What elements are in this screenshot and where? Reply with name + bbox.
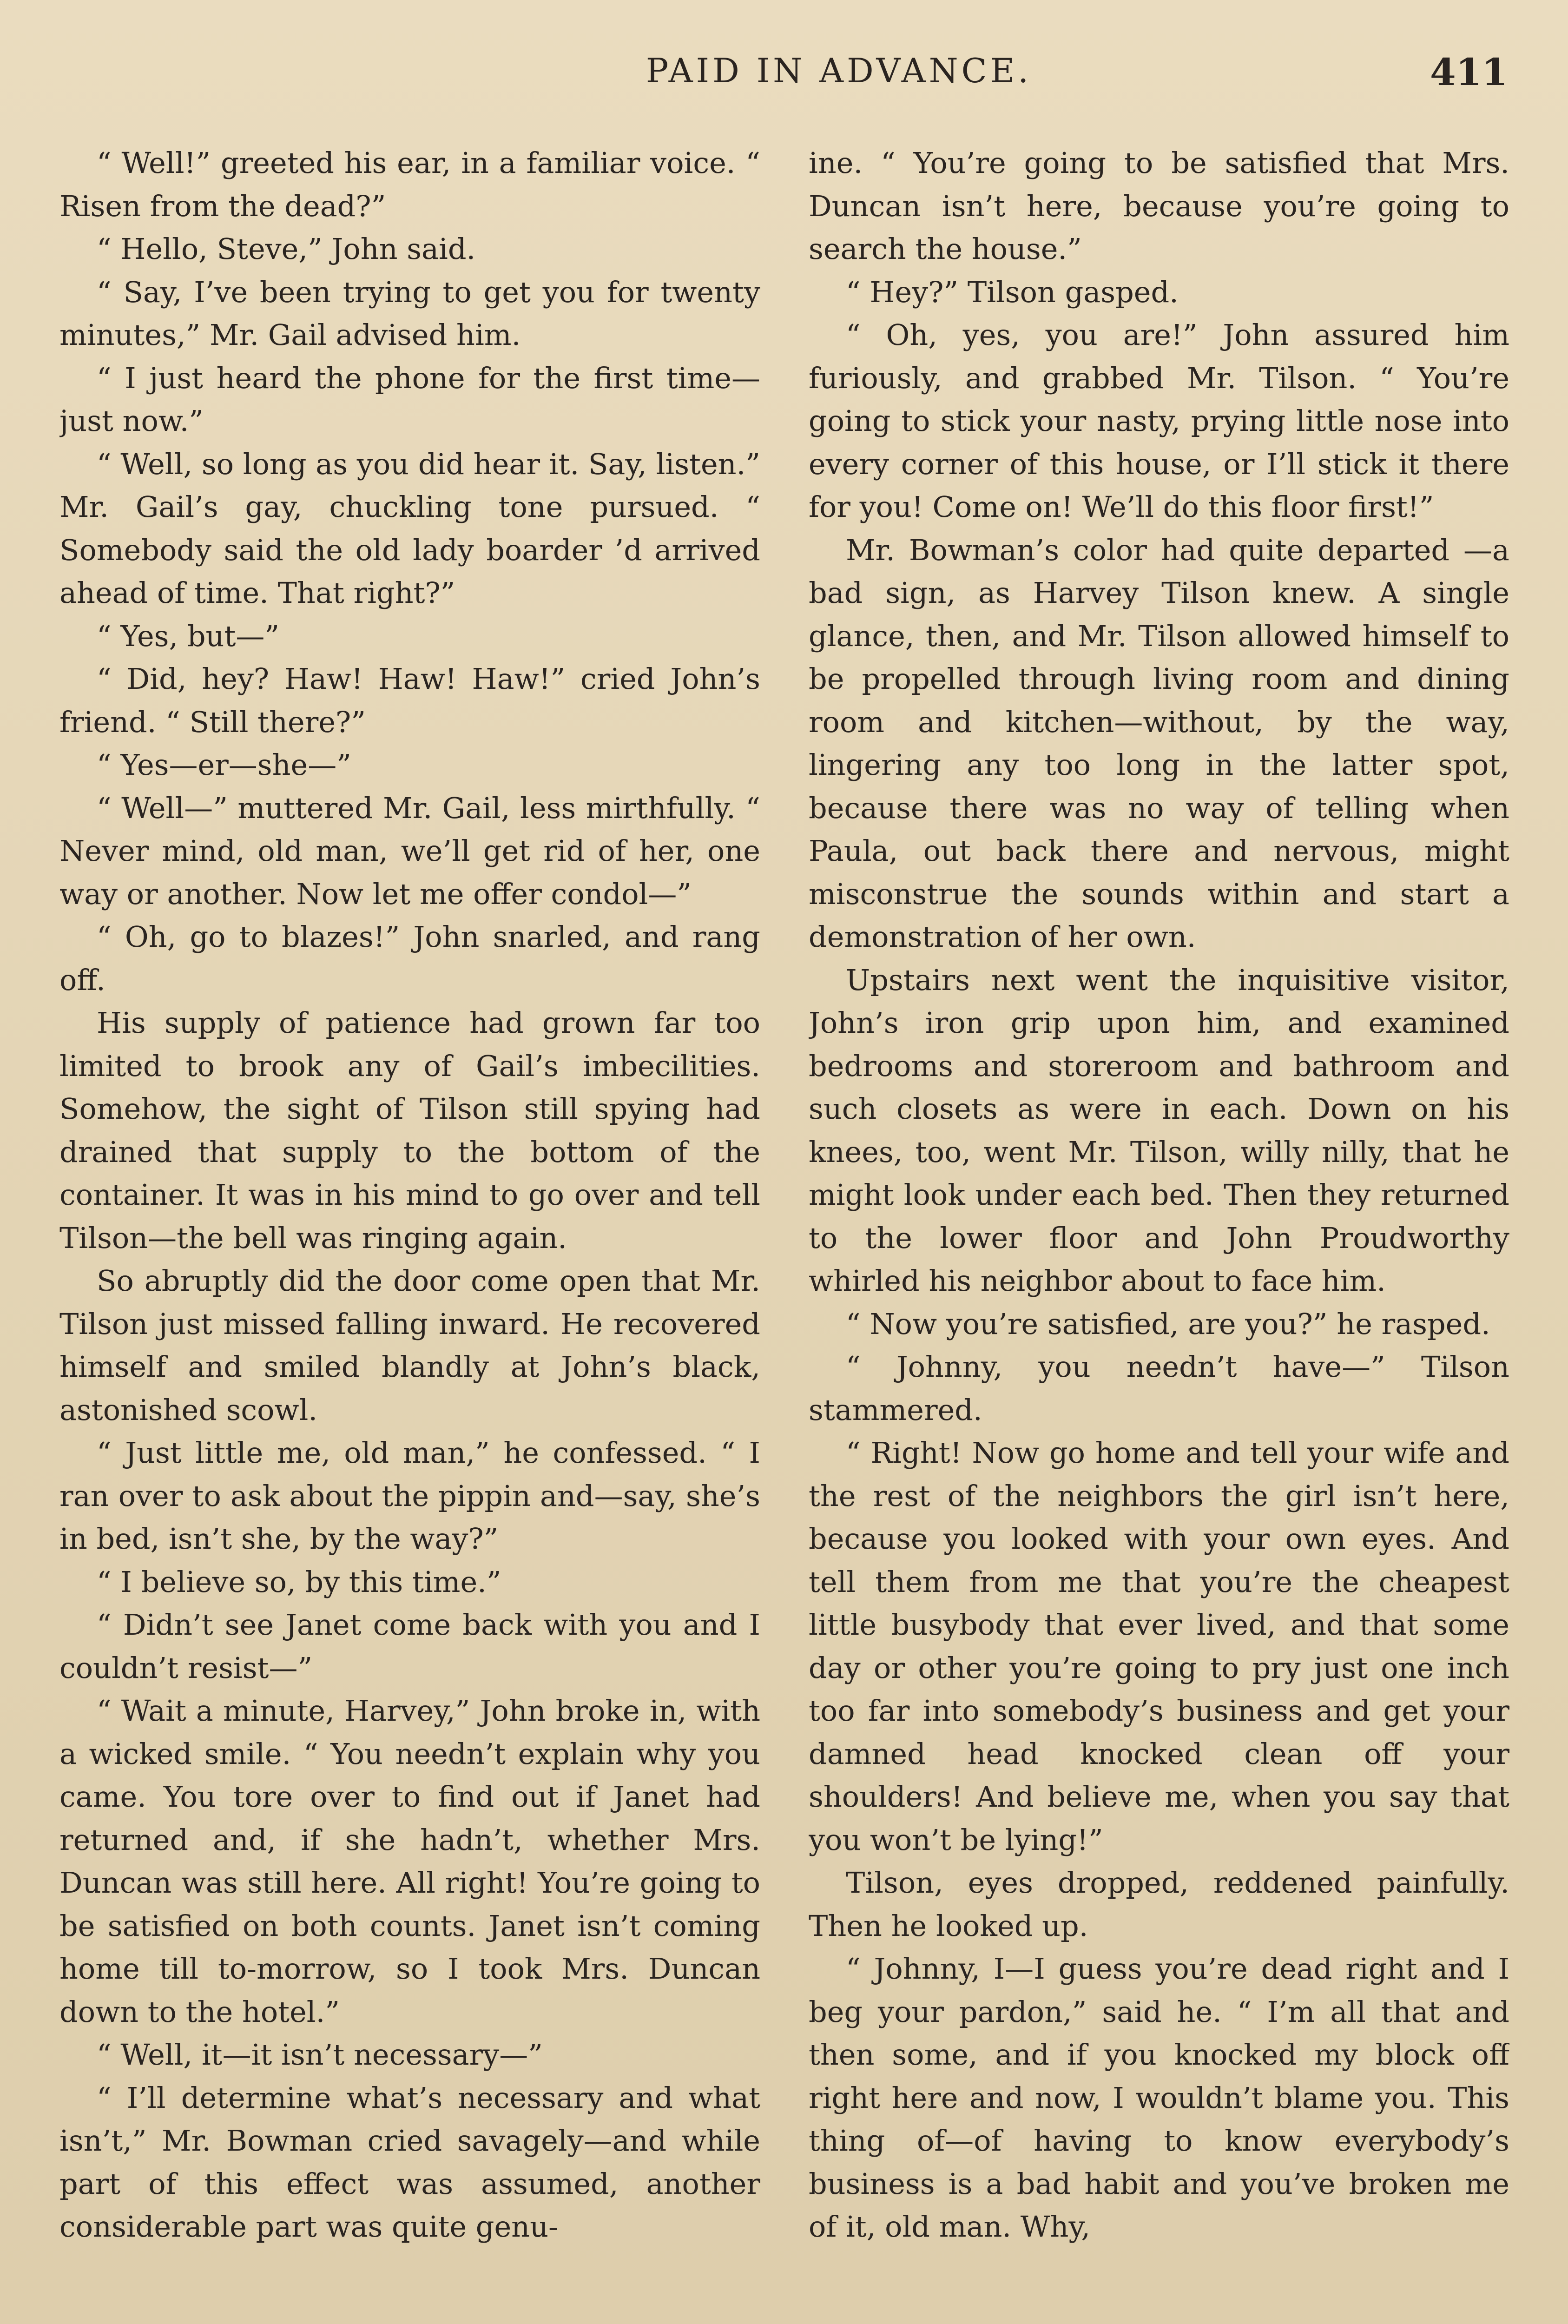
paragraph: “ Now you’re satisfied, are you?” he rasped. [846,1307,1490,1341]
right-column [809,142,1509,2324]
paragraph: “ Just little me, old man,” he confessed. “ I ran over to ask about the pippin and—say, she’s in bed, isn’t she, by the way?” [59,1436,760,1556]
running-head: PAID IN ADVANCE. [646,51,1032,90]
paragraph: “ Say, I’ve been trying to get you for twenty minutes,” Mr. Gail advised him. [59,275,760,352]
page-number: 411 [1430,50,1508,94]
paragraph: “ Yes, but—” [97,619,280,653]
paragraph: “ Didn’t see Janet come back with you and I couldn’t resist—” [59,1608,760,1685]
paragraph: “ Well—” muttered Mr. Gail, less mirthfully. “ Never mind, old man, we’ll get rid of her, one way or another. Now let me offer condol—” [59,791,760,911]
paragraph: “ Well!” greeted his ear, in a familiar voice. “ Risen from the dead?” [59,146,760,223]
paragraph: “ Hello, Steve,” John said. [97,232,476,266]
paragraph: “ I just heard the phone for the first time—just now.” [59,361,760,438]
paragraph: “ Oh, go to blazes!” John snarled, and rang off. [59,920,760,997]
paragraph: “ Yes—er—she—” [97,748,351,782]
text-columns [59,142,1509,2324]
paragraph: “ Johnny, you needn’t have—” Tilson stammered. [809,1350,1509,1427]
paragraph: His supply of patience had grown far too limited to brook any of Gail’s imbecilities. Somehow, the sight of Tilson still spying had drained that supply to the bottom of the container. It was in his mind to go over and tell Tilson—the bell was ringing again. [59,1006,760,1255]
paragraph: So abruptly did the door come open that Mr. Tilson just missed falling inward. He recovered himself and smiled blandly at John’s black, astonished scowl. [59,1264,760,1427]
paragraph: “ Well, it—it isn’t necessary—” [97,2038,543,2072]
paragraph: Upstairs next went the inquisitive visitor, John’s iron grip upon him, and examined bedrooms and storeroom and bathroom and such closets as were in each. Down on his knees, too, went Mr. Tilson, willy nilly, that he might look under each bed. Then they returned to the lower floor and John Proudworthy whirled his neighbor about to face him. [809,963,1509,1298]
paragraph: “ I’ll determine what’s necessary and what isn’t,” Mr. Bowman cried savagely—and while part of this effect was assumed, another considerable part was quite genu- [59,2080,760,2244]
paragraph: “ I believe so, by this time.” [97,1565,501,1599]
paragraph-continued: ine. “ You’re going to be satisfied that Mrs. Duncan isn’t here, because you’re going to search the house.” [809,146,1509,266]
paragraph: “ Right! Now go home and tell your wife and the rest of the neighbors the girl isn’t here, because you looked with your own eyes. And tell them from me that you’re the cheapest little busybody that ever lived, and that some day or other you’re going to pry just one inch too far into somebody’s business and get your damned head knocked clean off your shoulders! And believe me, when you say that you won’t be lying!” [809,1436,1509,1857]
paragraph: Mr. Bowman’s color had quite departed —a bad sign, as Harvey Tilson knew. A single glance, then, and Mr. Tilson allowed himself to be propelled through living room and dining room and kitchen—without, by the way, lingering any too long in the latter spot, because there was no way of telling when Paula, out back there and nervous, might misconstrue the sounds within and start a demonstration of her own. [809,533,1509,954]
left-column [59,142,760,2324]
paragraph: “ Did, hey? Haw! Haw! Haw!” cried John’s friend. “ Still there?” [59,662,760,739]
paragraph: “ Johnny, I—I guess you’re dead right and I beg your pardon,” said he. “ I’m all that and then some, and if you knocked my block off right here and now, I wouldn’t blame you. This thing of—of having to know everybody’s business is a bad habit and you’ve broken me of it, old man. Why, [809,1952,1509,2244]
paragraph: “ Hey?” Tilson gasped. [846,275,1179,309]
paragraph: “ Well, so long as you did hear it. Say, listen.” Mr. Gail’s gay, chuckling tone pursued. “ Somebody said the old lady boarder ’d arrived ahead of time. That right?” [59,447,760,610]
paragraph: “ Oh, yes, you are!” John assured him furiously, and grabbed Mr. Tilson. “ You’re going to stick your nasty, prying little nose into every corner of this house, or I’ll stick it there for you! Come on! We’ll do this floor first!” [809,318,1509,524]
paragraph: “ Wait a minute, Harvey,” John broke in, with a wicked smile. “ You needn’t explain why you came. You tore over to find out if Janet had returned and, if she hadn’t, whether Mrs. Duncan was still here. All right! You’re going to be satisfied on both counts. Janet isn’t coming home till to-morrow, so I took Mrs. Duncan down to the hotel.” [59,1694,760,2029]
paragraph: Tilson, eyes dropped, reddened painfully. Then he looked up. [809,1866,1509,1943]
